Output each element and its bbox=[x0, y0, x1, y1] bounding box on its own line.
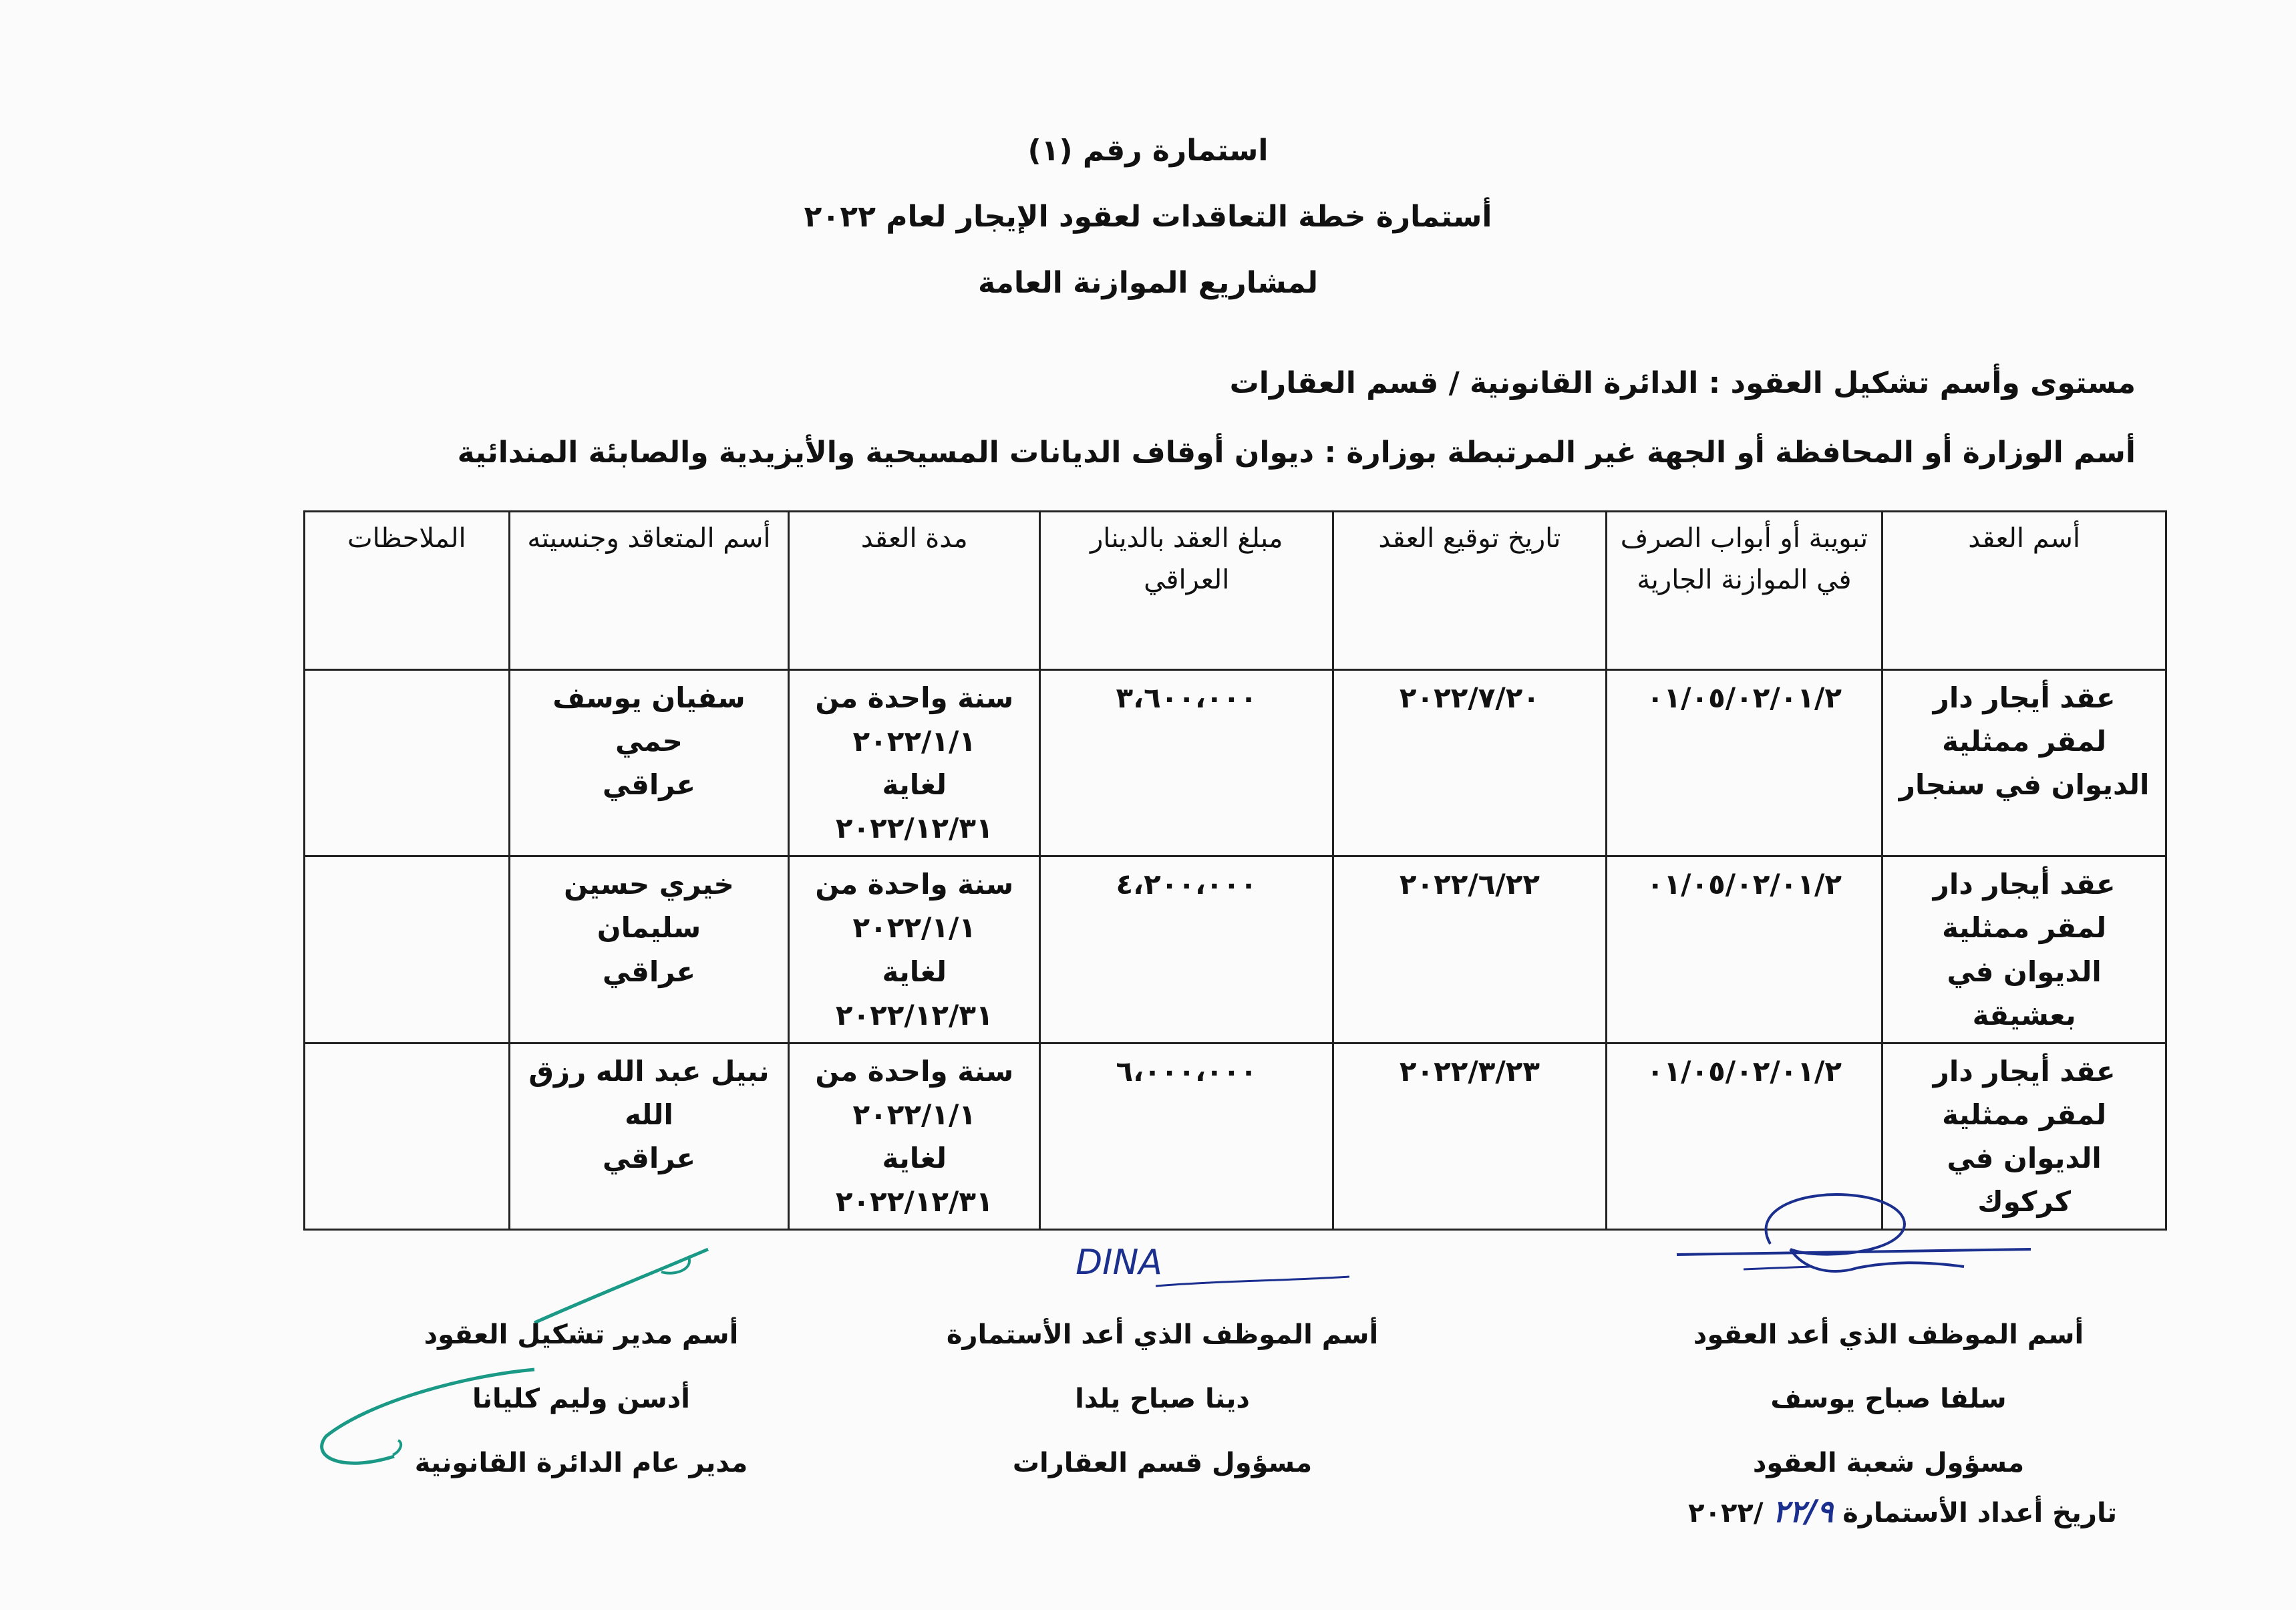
signature-right-mark bbox=[1670, 1182, 2044, 1283]
cell-budget-code: ٠١/٠٥/٠٢/٠١/٢ bbox=[1606, 670, 1882, 856]
duration-line: ٢٠٢٢/١/١ bbox=[852, 1098, 976, 1131]
form-subtitle: لمشاريع الموازنة العامة bbox=[977, 265, 1319, 300]
cell-duration bbox=[789, 670, 1040, 856]
ministry-line: أسم الوزارة أو المحافظة أو الجهة غير المرتبطة بوزارة : ديوان أوقاف الديانات المسيحية والأيزيدية والصابئة المندائية bbox=[457, 436, 2136, 470]
cell-contract-name: عقد أيجار دار لمقر ممثلية الديوان في بعشيقة bbox=[1882, 856, 2166, 1043]
duration-line: لغاية bbox=[882, 1141, 947, 1174]
column-header-budget-code: تبويبة أو أبواب الصرف في الموازنة الجارية bbox=[1606, 512, 1882, 670]
signature-name: أدسن وليم كليانا bbox=[472, 1384, 690, 1414]
column-header-duration: مدة العقد bbox=[789, 512, 1040, 670]
contractor-name: سفيان يوسف حمي bbox=[552, 681, 746, 758]
cell-budget-code: ٠١/٠٥/٠٢/٠١/٢ bbox=[1606, 1043, 1882, 1229]
signature-name: سلفا صباح يوسف bbox=[1770, 1384, 2007, 1414]
cell-contractor bbox=[509, 1043, 789, 1229]
duration-line: سنة واحدة من bbox=[815, 868, 1014, 901]
preparation-date-label: تاريخ أعداد الأستمارة bbox=[1842, 1498, 2117, 1528]
cell-sign-date: ٢٠٢٢/٣/٢٣ bbox=[1333, 1043, 1606, 1229]
cell-amount: ٣،٦٠٠،٠٠٠ bbox=[1040, 670, 1333, 856]
column-header-amount: مبلغ العقد بالدينار العراقي bbox=[1040, 512, 1333, 670]
contractor-nationality: عراقي bbox=[602, 768, 696, 802]
duration-line: ٢٠٢٢/١/١ bbox=[852, 911, 976, 945]
contracts-level-line: مستوى وأسم تشكيل العقود : الدائرة القانونية / قسم العقارات bbox=[1229, 366, 2136, 400]
column-header-contract-name: أسم العقد bbox=[1882, 512, 2166, 670]
contractor-name: خيري حسين سليمان bbox=[564, 868, 734, 945]
duration-line: لغاية bbox=[882, 955, 947, 988]
document-header bbox=[0, 134, 2296, 331]
table-row bbox=[305, 856, 2166, 1043]
cell-duration bbox=[789, 856, 1040, 1043]
cell-amount: ٤،٢٠٠،٠٠٠ bbox=[1040, 856, 1333, 1043]
cell-budget-code: ٠١/٠٥/٠٢/٠١/٢ bbox=[1606, 856, 1882, 1043]
signature-position: مسؤول قسم العقارات bbox=[1012, 1448, 1313, 1478]
preparation-date-day: ٢٢/٩ bbox=[1772, 1493, 1834, 1529]
duration-line: سنة واحدة من bbox=[815, 681, 1014, 714]
duration-line: ٢٠٢٢/١٢/٣١ bbox=[835, 812, 993, 845]
cell-contract-name: عقد أيجار دار لمقر ممثلية الديوان في كركوك bbox=[1882, 1043, 2166, 1229]
signature-center-text: DINA bbox=[1076, 1243, 1162, 1283]
contractor-name: نبيل عبد الله رزق الله bbox=[528, 1054, 770, 1131]
column-header-contractor: أسم المتعاقد وجنسيته bbox=[509, 512, 789, 670]
signature-block-director bbox=[347, 1303, 815, 1495]
signature-role: أسم الموظف الذي أعد الأستمارة bbox=[946, 1319, 1379, 1350]
contractor-nationality: عراقي bbox=[602, 955, 696, 988]
preparation-date-year: /٢٠٢٢ bbox=[1688, 1498, 1764, 1528]
signature-position: مدير عام الدائرة القانونية bbox=[414, 1448, 748, 1478]
duration-line: لغاية bbox=[882, 768, 947, 802]
signature-position: مسؤول شعبة العقود bbox=[1752, 1448, 2025, 1478]
duration-line: ٢٠٢٢/١/١ bbox=[852, 725, 976, 758]
cell-contractor bbox=[509, 856, 789, 1043]
preparation-date bbox=[1688, 1493, 2117, 1529]
form-number: استمارة رقم (١) bbox=[1027, 134, 1269, 168]
signature-role: أسم الموظف الذي أعد العقود bbox=[1693, 1319, 2084, 1350]
cell-contract-name: عقد أيجار دار لمقر ممثلية الديوان في سنجار bbox=[1882, 670, 2166, 856]
column-header-notes: الملاحظات bbox=[305, 512, 510, 670]
signature-role: أسم مدير تشكيل العقود bbox=[424, 1319, 739, 1350]
cell-duration bbox=[789, 1043, 1040, 1229]
cell-notes bbox=[305, 1043, 510, 1229]
duration-line: ٢٠٢٢/١٢/٣١ bbox=[835, 998, 993, 1031]
signature-name: دينا صباح يلدا bbox=[1075, 1384, 1250, 1414]
table-header-row bbox=[305, 512, 2166, 670]
cell-sign-date: ٢٠٢٢/٦/٢٢ bbox=[1333, 856, 1606, 1043]
cell-notes bbox=[305, 670, 510, 856]
cell-contractor bbox=[509, 670, 789, 856]
table-row bbox=[305, 670, 2166, 856]
cell-notes bbox=[305, 856, 510, 1043]
duration-line: ٢٠٢٢/١٢/٣١ bbox=[835, 1185, 993, 1219]
signature-center-mark bbox=[1076, 1239, 1356, 1293]
cell-sign-date: ٢٠٢٢/٧/٢٠ bbox=[1333, 670, 1606, 856]
column-header-sign-date: تاريخ توقيع العقد bbox=[1333, 512, 1606, 670]
cell-amount: ٦،٠٠٠،٠٠٠ bbox=[1040, 1043, 1333, 1229]
contracts-table bbox=[303, 510, 2167, 1231]
signature-block-contracts-preparer bbox=[1655, 1303, 2122, 1495]
form-title: أستمارة خطة التعاقدات لعقود الإيجار لعام ٢٠٢٢ bbox=[804, 199, 1492, 234]
contractor-nationality: عراقي bbox=[602, 1141, 696, 1174]
signature-block-form-preparer bbox=[929, 1303, 1396, 1495]
duration-line: سنة واحدة من bbox=[815, 1054, 1014, 1088]
